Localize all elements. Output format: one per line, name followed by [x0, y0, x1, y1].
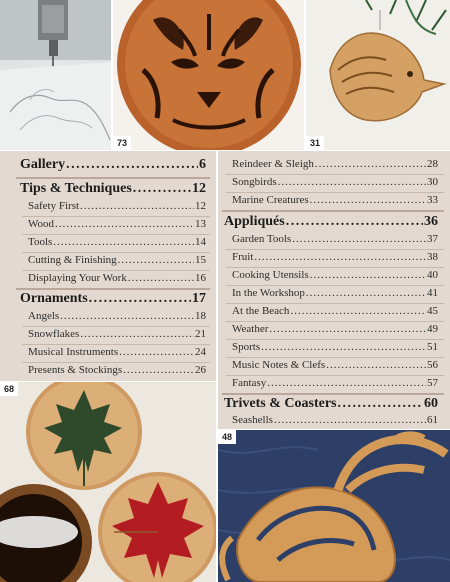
toc-item[interactable]: Weather ..... 49 [232, 323, 438, 335]
songbird-ornament-photo [306, 0, 450, 150]
toc-item[interactable]: Tools ..... 14 [28, 236, 206, 248]
leaf-coasters-photo [0, 382, 216, 582]
section-divider [16, 288, 210, 290]
songbird-illustration [306, 0, 450, 150]
toc-item[interactable]: Songbirds ..... 30 [232, 176, 438, 188]
page-number-badge: 68 [0, 382, 18, 396]
toc-section-trivets[interactable]: Trivets & Coasters ..... 60 [224, 396, 438, 412]
toc-right-panel [218, 151, 450, 429]
toc-section-tips[interactable]: Tips & Techniques ..... 12 [20, 181, 206, 197]
toc-item[interactable]: Sports ..... 51 [232, 341, 438, 353]
tiger-scrollwork-photo [113, 0, 304, 150]
toc-item[interactable]: Garden Tools ..... 37 [232, 233, 438, 245]
toc-item[interactable]: Snowflakes ..... 21 [28, 328, 206, 340]
toc-item[interactable]: Seashells ..... 61 [232, 414, 438, 426]
toc-item[interactable]: Cutting & Finishing ..... 15 [28, 254, 206, 266]
lobster-trivet-photo [218, 430, 450, 582]
toc-left-panel [0, 151, 216, 381]
toc-item[interactable]: In the Workshop ..... 41 [232, 287, 438, 299]
page-number-badge: 31 [306, 136, 324, 150]
toc-item[interactable]: Fantasy ..... 57 [232, 377, 438, 389]
toc-item[interactable]: Angels ..... 18 [28, 310, 206, 322]
lobster-illustration [218, 430, 450, 582]
toc-item[interactable]: Reindeer & Sleigh ..... 28 [232, 158, 438, 170]
section-divider [222, 210, 444, 212]
drill-press-photo [0, 0, 111, 150]
toc-item[interactable]: Fruit ..... 38 [232, 251, 438, 263]
toc-item[interactable]: Wood ..... 13 [28, 218, 206, 230]
toc-item[interactable]: Marine Creatures ..... 33 [232, 194, 438, 206]
section-divider [222, 393, 444, 395]
toc-item[interactable]: Displaying Your Work ..... 16 [28, 272, 206, 284]
toc-item[interactable]: At the Beach ..... 45 [232, 305, 438, 317]
toc-item[interactable]: Safety First ..... 12 [28, 200, 206, 212]
coasters-illustration [0, 382, 216, 582]
toc-section-appliques[interactable]: Appliqués ..... 36 [224, 214, 438, 230]
page-number-badge: 73 [113, 136, 131, 150]
toc-item[interactable]: Presents & Stockings ..... 26 [28, 364, 206, 376]
toc-item[interactable]: Musical Instruments ..... 24 [28, 346, 206, 358]
toc-item[interactable]: Music Notes & Clefs ..... 56 [232, 359, 438, 371]
toc-section-ornaments[interactable]: Ornaments ..... 17 [20, 291, 206, 307]
toc-item[interactable]: Cooking Utensils ..... 40 [232, 269, 438, 281]
section-divider [16, 177, 210, 179]
tiger-portrait-illustration [113, 0, 304, 150]
page-number-badge: 48 [218, 430, 236, 444]
toc-section-gallery[interactable]: Gallery ..... 6 [20, 157, 206, 173]
drill-press-illustration [0, 0, 111, 150]
